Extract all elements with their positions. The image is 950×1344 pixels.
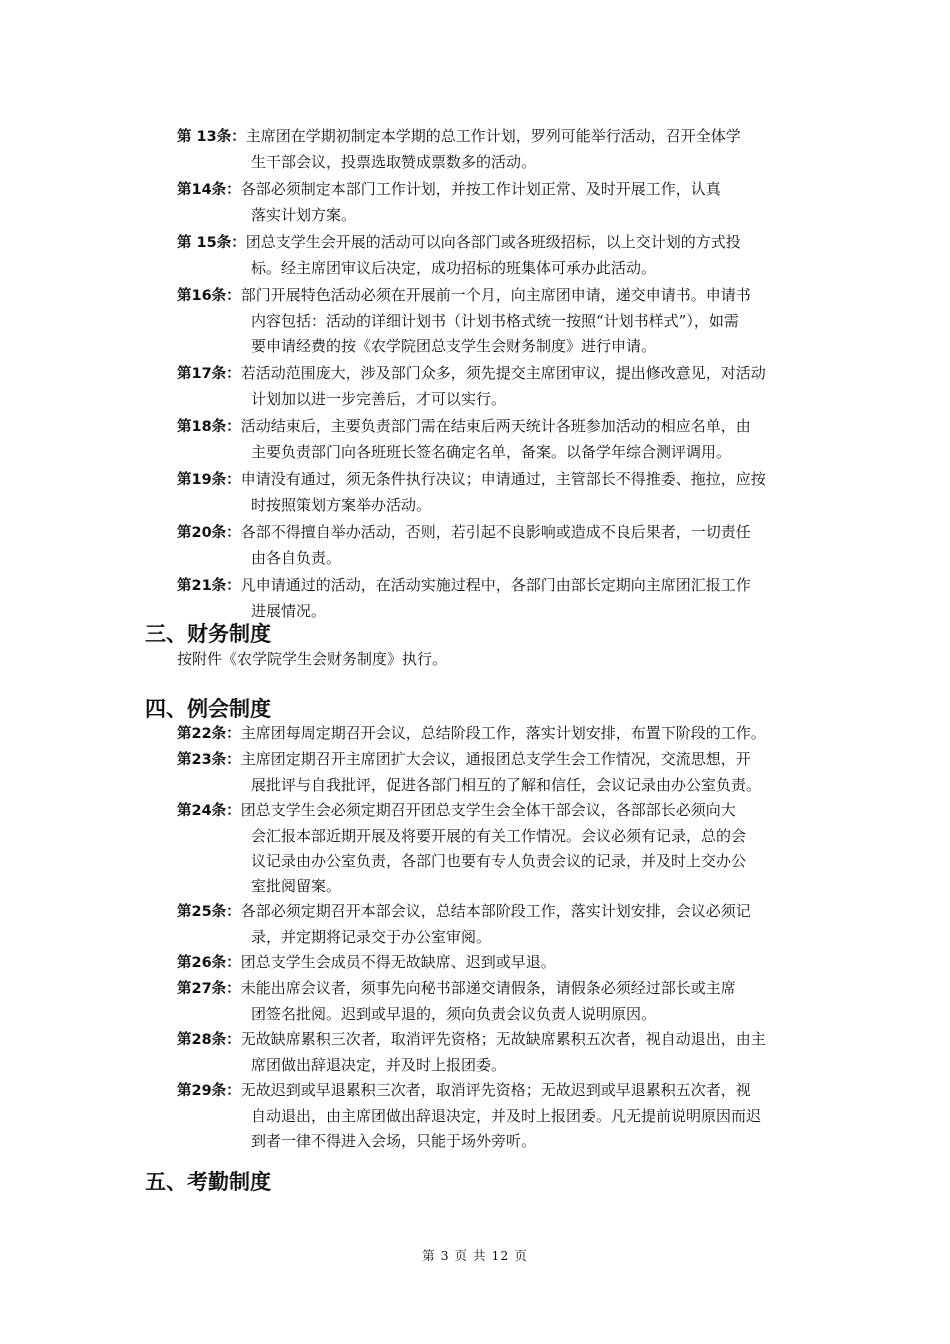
- article-first-line: [177, 520, 817, 546]
- article-continuation: 会汇报本部近期开展及将要开展的有关工作情况。会议必须有记录，总的会: [251, 827, 747, 845]
- article-continuation: 自动退出，由主席团做出辞退决定，并及时上报团委。凡无提前说明原因而迟: [251, 1107, 762, 1125]
- article-item: [177, 899, 817, 950]
- article-item: [177, 361, 817, 412]
- article-continuation: 室批阅留案。: [251, 877, 342, 895]
- article-item: [177, 230, 817, 281]
- article-text: 无故缺席累积三次者，取消评先资格；无故缺席累积五次者，视自动退出，由主: [240, 1030, 766, 1048]
- article-first-line: [177, 230, 817, 256]
- article-item: [177, 798, 817, 899]
- article-text: 团总支学生会成员不得无故缺席、迟到或早退。: [240, 953, 556, 971]
- section-finance-text: 按附件《农学院学生会财务制度》执行。: [177, 650, 448, 668]
- article-label: 第29条：: [177, 1083, 241, 1099]
- article-text: 无故迟到或早退累积三次者，取消评先资格；无故迟到或早退累积五次者，视: [240, 1081, 751, 1099]
- article-text: 申请没有通过，须无条件执行决议；申请通过，主管部长不得推委、拖拉，应按: [240, 470, 766, 488]
- article-first-line: [177, 177, 817, 203]
- article-first-line: [177, 414, 817, 440]
- article-text: 主席团在学期初制定本学期的总工作计划，罗列可能举行活动，召开全体学: [245, 127, 741, 145]
- article-continuation: 到者一律不得进入会场，只能于场外旁听。: [251, 1132, 537, 1150]
- article-continuation: 团签名批阅。迟到或早退的，须向负责会议负责人说明原因。: [251, 1005, 657, 1023]
- article-text: 各部必须制定本部门工作计划，并按工作计划正常、及时开展工作，认真: [240, 180, 721, 198]
- article-label: 第16条：: [177, 288, 241, 304]
- article-label: 第26条：: [177, 955, 241, 971]
- article-text: 各部必须定期召开本部会议，总结本部阶段工作，落实计划安排，会议必须记: [240, 902, 751, 920]
- article-first-line: [177, 899, 817, 925]
- article-continuation: 标。经主席团审议后决定，成功招标的班集体可承办此活动。: [251, 259, 657, 277]
- article-text: 团总支学生会必须定期召开团总支学生会全体干部会议，各部部长必须向大: [240, 801, 736, 819]
- article-continuation: 时按照策划方案举办活动。: [251, 496, 432, 514]
- article-item: [177, 721, 817, 747]
- article-continuation: 落实计划方案。: [251, 206, 357, 224]
- page-footer: 第 3 页 共 12 页: [422, 1248, 528, 1263]
- article-item: [177, 520, 817, 571]
- article-item: [177, 950, 817, 976]
- article-item: [177, 573, 817, 624]
- article-label: 第28条：: [177, 1032, 241, 1048]
- article-item: [177, 1027, 817, 1078]
- article-label: 第22条：: [177, 726, 241, 742]
- article-label: 第25条：: [177, 904, 241, 920]
- article-label: 第24条：: [177, 803, 241, 819]
- article-label: 第14条：: [177, 182, 241, 198]
- articles-block-1: [0, 124, 950, 624]
- article-text: 若活动范围庞大，涉及部门众多，须先提交主席团审议，提出修改意见，对活动: [240, 364, 766, 382]
- article-continuation: 内容包括：活动的详细计划书（计划书格式统一按照“计划书样式”），如需: [251, 312, 739, 330]
- article-first-line: [177, 976, 817, 1002]
- article-first-line: [177, 124, 817, 150]
- article-text: 主席团定期召开主席团扩大会议，通报团总支学生会工作情况，交流思想，开: [240, 750, 751, 768]
- article-text: 团总支学生会开展的活动可以向各部门或各班级招标，以上交计划的方式投: [245, 233, 741, 251]
- article-label: 第23条：: [177, 752, 241, 768]
- article-item: [177, 283, 817, 359]
- article-item: [177, 976, 817, 1027]
- article-continuation: 计划加以进一步完善后，才可以实行。: [251, 390, 507, 408]
- article-text: 部门开展特色活动必须在开展前一个月，向主席团申请，递交申请书。申请书: [240, 286, 751, 304]
- article-label: 第 13条：: [177, 129, 246, 145]
- article-label: 第19条：: [177, 472, 241, 488]
- article-item: [177, 414, 817, 465]
- article-continuation: 录，并定期将记录交于办公室审阅。: [251, 928, 492, 946]
- article-first-line: [177, 1027, 817, 1053]
- article-first-line: [177, 798, 817, 824]
- article-text: 主席团每周定期召开会议，总结阶段工作，落实计划安排，布置下阶段的工作。: [240, 724, 766, 742]
- section-heading-finance: 三、财务制度: [145, 622, 271, 646]
- article-continuation: 由各自负责。: [251, 549, 342, 567]
- article-continuation: 席团做出辞退决定，并及时上报团委。: [251, 1056, 507, 1074]
- article-label: 第18条：: [177, 419, 241, 435]
- article-continuation: 议记录由办公室负责，各部门也要有专人负责会议的记录，并及时上交办公: [251, 852, 747, 870]
- article-label: 第21条：: [177, 578, 241, 594]
- article-continuation: 生干部会议，投票选取赞成票数多的活动。: [251, 153, 537, 171]
- article-label: 第17条：: [177, 366, 241, 382]
- articles-block-2: [0, 721, 950, 1154]
- article-label: 第20条：: [177, 525, 241, 541]
- article-item: [177, 467, 817, 518]
- article-first-line: [177, 747, 817, 773]
- article-label: 第 15条：: [177, 235, 246, 251]
- article-continuation: 进展情况。: [251, 602, 327, 620]
- section-heading-meeting: 四、例会制度: [145, 697, 271, 721]
- article-item: [177, 747, 817, 798]
- article-item: [177, 124, 817, 175]
- article-label: 第27条：: [177, 981, 241, 997]
- article-item: [177, 177, 817, 228]
- article-first-line: [177, 467, 817, 493]
- article-continuation: 要申请经费的按《农学院团总支学生会财务制度》进行申请。: [251, 337, 657, 355]
- article-continuation: 展批评与自我批评，促进各部门相互的了解和信任，会议记录由办公室负责。: [251, 776, 762, 794]
- section-heading-attendance: 五、考勤制度: [145, 1170, 271, 1194]
- article-first-line: [177, 573, 817, 599]
- article-text: 凡申请通过的活动，在活动实施过程中，各部门由部长定期向主席团汇报工作: [240, 576, 751, 594]
- article-first-line: [177, 721, 817, 747]
- article-first-line: [177, 361, 817, 387]
- article-text: 各部不得擅自举办活动，否则，若引起不良影响或造成不良后果者，一切责任: [240, 523, 751, 541]
- article-continuation: 主要负责部门向各班班长签名确定名单，备案。以备学年综合测评调用。: [251, 443, 732, 461]
- article-item: [177, 1078, 817, 1154]
- article-first-line: [177, 283, 817, 309]
- article-first-line: [177, 950, 817, 976]
- article-text: 活动结束后，主要负责部门需在结束后两天统计各班参加活动的相应名单，由: [240, 417, 751, 435]
- article-first-line: [177, 1078, 817, 1104]
- article-text: 未能出席会议者，须事先向秘书部递交请假条，请假条必须经过部长或主席: [240, 979, 736, 997]
